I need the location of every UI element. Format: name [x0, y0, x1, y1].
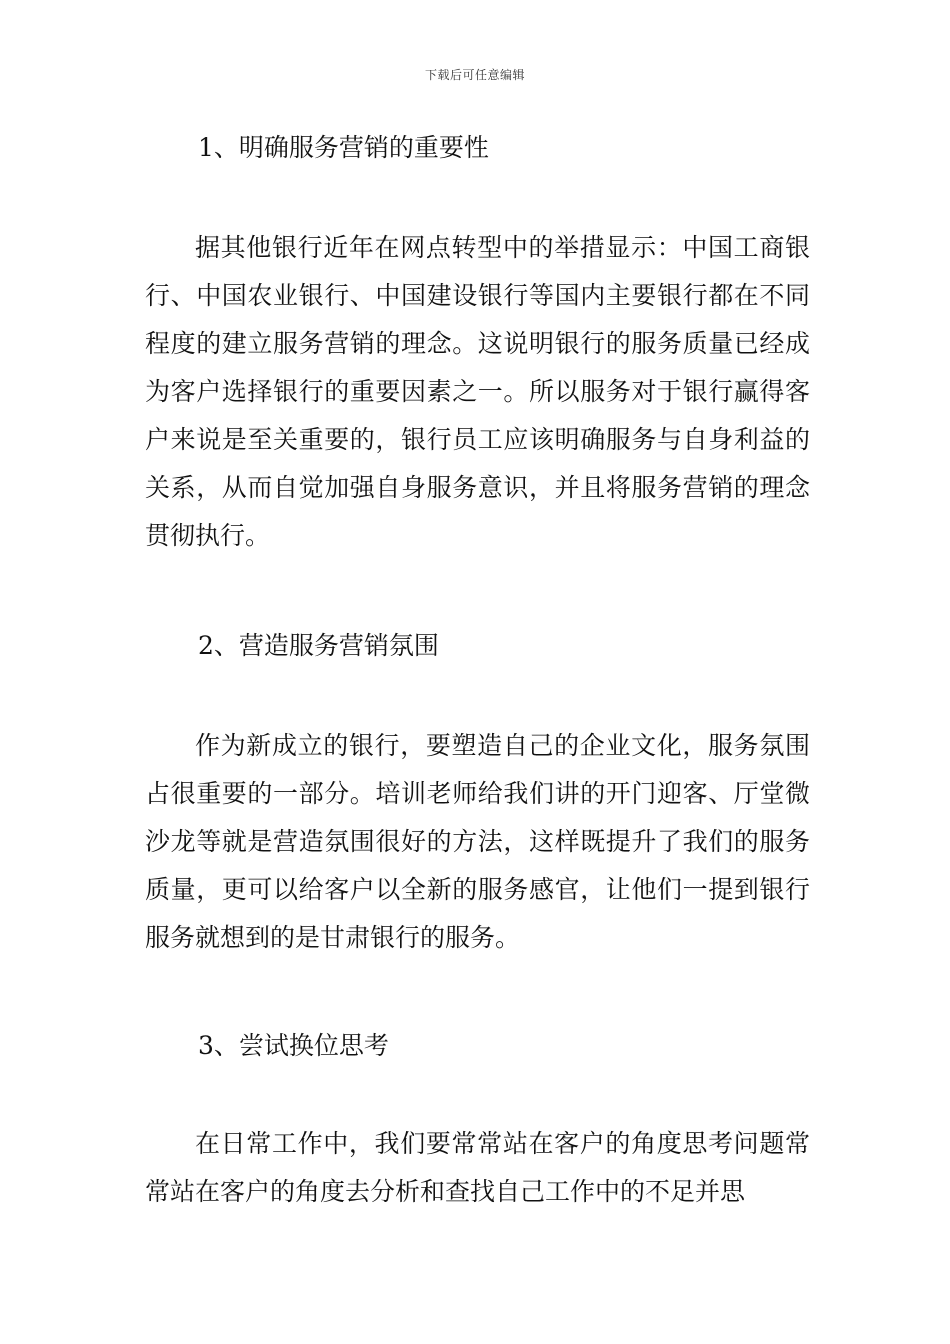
section-paragraph-3: 在日常工作中，我们要常常站在客户的角度思考问题常常站在客户的角度去分析和查找自己工作中的不足并思 — [145, 1129, 810, 1206]
section-paragraph-1: 据其他银行近年在网点转型中的举措显示：中国工商银行、中国农业银行、中国建设银行等国内主要银行都在不同程度的建立服务营销的理念。这说明银行的服务质量已经成为客户选择银行的重要因素之一。所以服务对于银行赢得客户来说是至关重要的，银行员工应该明确服务与自身利益的关系，从而自觉加强自身服务意识，并且将服务营销的理念贯彻执行。 — [145, 233, 810, 550]
section-heading-1: 1、明确服务营销的重要性 — [198, 133, 489, 162]
section-paragraph-2: 作为新成立的银行，要塑造自己的企业文化，服务氛围占很重要的一部分。培训老师给我们讲的开门迎客、厅堂微沙龙等就是营造氛围很好的方法，这样既提升了我们的服务质量，更可以给客户以全新的服务感官，让他们一提到银行服务就想到的是甘肃银行的服务。 — [145, 731, 810, 952]
header-note: 下载后可任意编辑 — [424, 68, 525, 82]
section-heading-3: 3、尝试换位思考 — [198, 1031, 389, 1060]
section-heading-2: 2、营造服务营销氛围 — [198, 631, 439, 660]
